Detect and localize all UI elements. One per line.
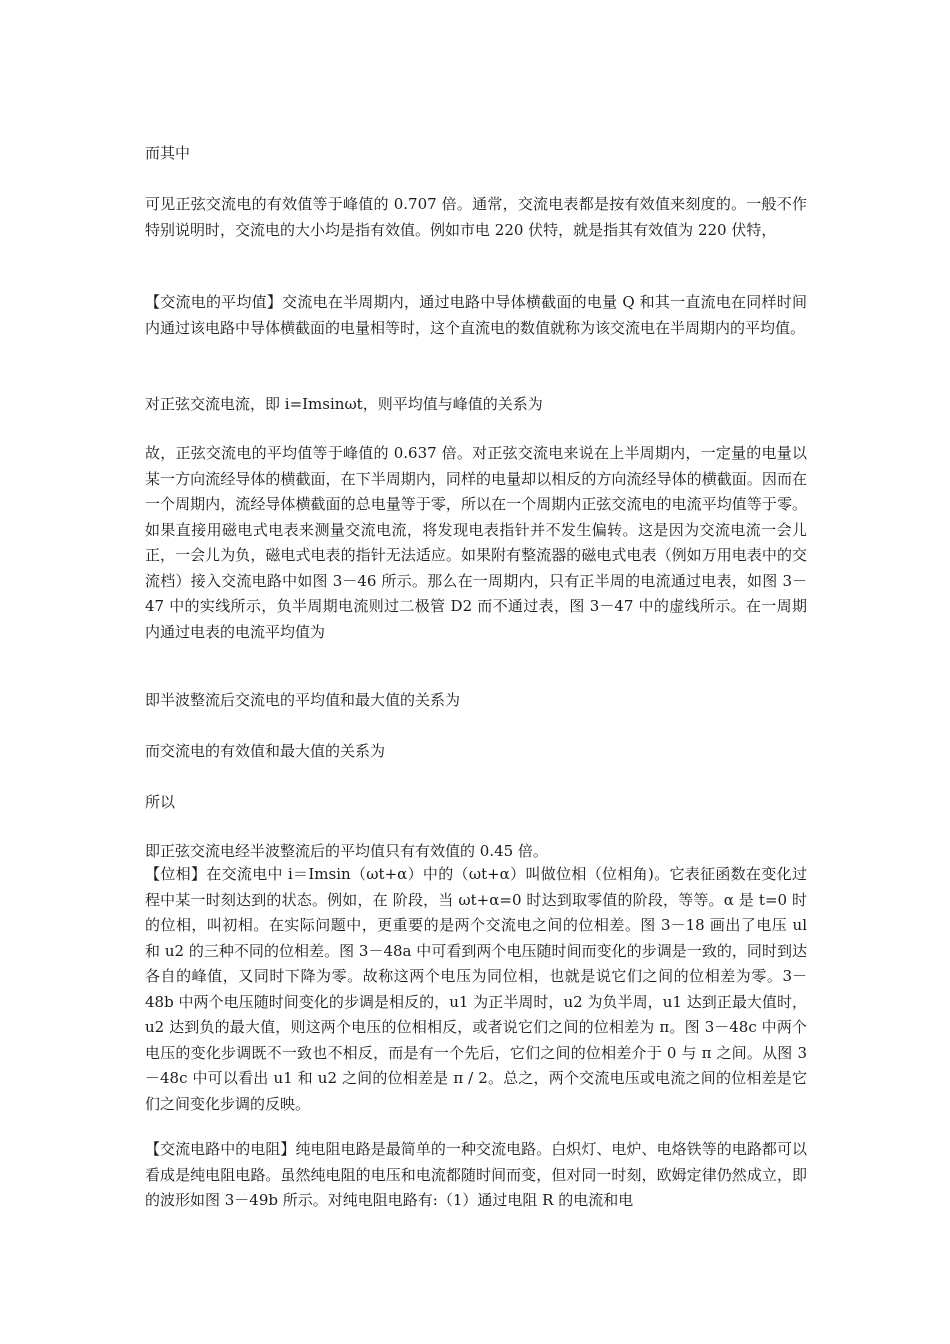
paragraph-half-wave-result: 即正弦交流电经半波整流后的平均值只有有效值的 0.45 倍。 xyxy=(145,842,548,860)
paragraph-resistance: 【交流电路中的电阻】纯电阻电路是最简单的一种交流电路。白炽灯、电炉、电烙铁等的电路都可以看成是纯电阻电路。虽然纯电阻的电压和电流都随时间而变，但对同一时刻，欧姆定律仍然成立，即的波形如图 3－49b 所示。对纯电阻电路有:（1）通过电阻 R 的电流和电 xyxy=(145,1140,807,1209)
paragraph-therefore: 所以 xyxy=(145,793,176,811)
paragraph-sine-current: 对正弦交流电流，即 i=Imsinωt，则平均值与峰值的关系为 xyxy=(145,395,543,413)
paragraph-phase: 【位相】在交流电中 i＝Imsin（ωt+α）中的（ωt+α）叫做位相（位相角)。它表征函数在变化过程中某一时刻达到的状态。例如，在 阶段，当 ωt+α=0 时达到取零值的阶段，等等。α 是 t=0 时的位相，叫初相。在实际问题中，更重要的是两个交流电之间的位相差。图 3－18 画出了电压 ul 和 u2 的三种不同的位相差。图 3－48a 中可看到两个电压随时间而变化的步调是一致的，同时到达各自的峰值，又同时下降为零。故称这两个电压为同位相，也就是说它们之间的位相差为零。3－48b 中两个电压随时间变化的步调是相反的，u1 为正半周时，u2 为负半周，u1 达到正最大值时，u2 达到负的最大值，则这两个电压的位相相反，或者说它们之间的位相差为 π。图 3－48c 中两个电压的变化步调既不一致也不相反，而是有一个先后，它们之间的位相差介于 0 与 π 之间。从图 3－48c 中可以看出 u1 和 u2 之间的位相差是 π / 2。总之，两个交流电压或电流之间的位相差是它们之间变化步调的反映。 xyxy=(145,865,807,1113)
paragraph-average-value-definition: 【交流电的平均值】交流电在半周期内，通过电路中导体横截面的电量 Q 和其一直流电在同样时间内通过该电路中导体横截面的电量相等时，这个直流电的数值就称为该交流电在半周期内的平均值。 xyxy=(145,293,807,337)
paragraph-effective-max-relation: 而交流电的有效值和最大值的关系为 xyxy=(145,742,386,760)
paragraph-half-wave-average: 即半波整流后交流电的平均值和最大值的关系为 xyxy=(145,691,461,709)
paragraph-effective-value: 可见正弦交流电的有效值等于峰值的 0.707 倍。通常，交流电表都是按有效值来刻度的。一般不作特别说明时，交流电的大小均是指有效值。例如市电 220 伏特，就是指其有效值为 220 伏特， xyxy=(145,195,807,239)
paragraph-intro: 而其中 xyxy=(145,144,191,162)
paragraph-average-value-explanation: 故，正弦交流电的平均值等于峰值的 0.637 倍。对正弦交流电来说在上半周期内，一定量的电量以某一方向流经导体的横截面，在下半周期内，同样的电量却以相反的方向流经导体的横截面。因而在一个周期内，流经导体横截面的总电量等于零，所以在一个周期内正弦交流电的电流平均值等于零。如果直接用磁电式电表来测量交流电流，将发现电表指针并不发生偏转。这是因为交流电流一会儿正，一会儿为负，磁电式电表的指针无法适应。如果附有整流器的磁电式电表（例如万用电表中的交流档）接入交流电路中如图 3－46 所示。那么在一周期内，只有正半周的电流通过电表，如图 3－47 中的实线所示，负半周期电流则过二极管 D2 而不通过表，图 3－47 中的虚线所示。在一周期内通过电表的电流平均值为 xyxy=(145,444,807,641)
